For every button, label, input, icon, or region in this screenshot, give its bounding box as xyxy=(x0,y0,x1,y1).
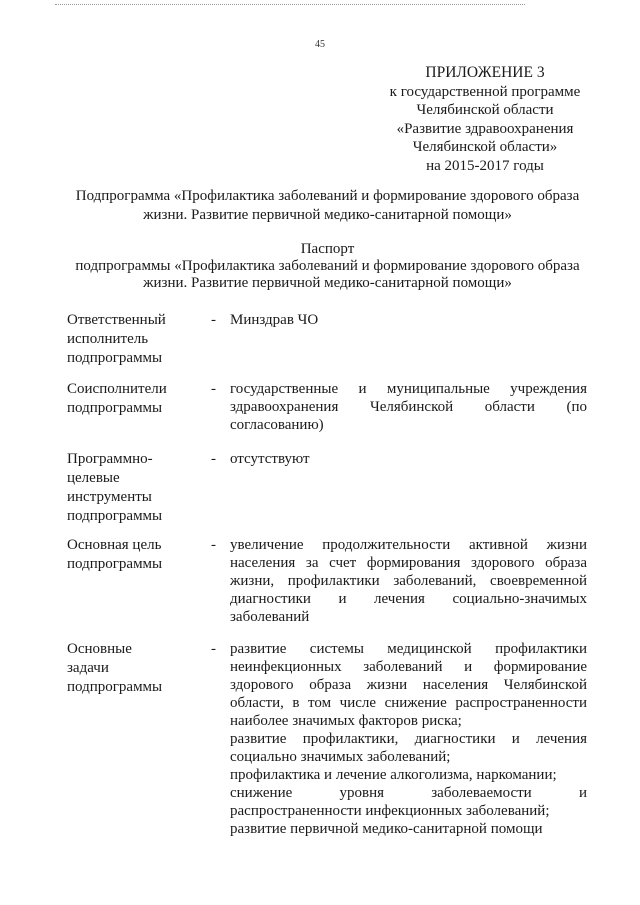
appendix-line: на 2015-2017 годы xyxy=(426,157,544,174)
page-number: 45 xyxy=(315,39,325,50)
passport-subtitle-line: подпрограммы «Профилактика заболеваний и формирование здорового образа xyxy=(75,258,580,274)
row-label-line: подпрограммы xyxy=(67,556,163,572)
row-dash: - xyxy=(211,451,216,467)
row-label xyxy=(67,536,202,574)
row-dash: - xyxy=(211,641,216,657)
appendix-line: «Развитие здравоохранения xyxy=(396,120,574,137)
row-label-line: Соисполнители xyxy=(67,381,167,397)
appendix-heading: ПРИЛОЖЕНИЕ 3 xyxy=(425,64,545,81)
row-dash: - xyxy=(211,312,216,328)
row-label-line: Ответственный xyxy=(67,312,166,328)
row-value xyxy=(230,450,587,468)
row-value xyxy=(230,311,587,329)
row-value xyxy=(230,640,587,838)
row-label-line: подпрограммы xyxy=(67,350,163,366)
row-label-line: Основные xyxy=(67,641,132,657)
row-label xyxy=(67,450,202,526)
row-label-line: Программно- xyxy=(67,451,153,467)
row-value-paragraph: профилактика и лечение алкоголизма, наркомании; xyxy=(230,767,557,783)
passport-heading: Паспорт xyxy=(300,241,355,257)
row-label-line: подпрограммы xyxy=(67,679,163,695)
row-value-paragraph: государственные и муниципальные учреждения здравоохранения Челябинской области (по согласованию) xyxy=(230,381,587,433)
row-value-paragraph: снижение уровня заболеваемости и распространенности инфекционных заболеваний; xyxy=(230,785,587,819)
row-label-line: задачи xyxy=(67,660,109,676)
row-value-paragraph: развитие профилактики, диагностики и лечения социально значимых заболеваний; xyxy=(230,731,587,765)
row-label-line: подпрограммы xyxy=(67,508,163,524)
row-label-line: подпрограммы xyxy=(67,400,163,416)
passport-subtitle-line: жизни. Развитие первичной медико-санитарной помощи» xyxy=(143,275,512,291)
row-value-paragraph: Минздрав ЧО xyxy=(230,312,319,328)
scan-artifact-line xyxy=(55,4,525,5)
passport-title-block xyxy=(60,241,595,292)
subprogram-title: Подпрограмма «Профилактика заболеваний и формирование здорового образа жизни. Развитие первичной медико-санитарной помощи» xyxy=(75,188,580,223)
row-value-paragraph: отсутствуют xyxy=(230,451,310,467)
row-label-line: инструменты xyxy=(67,489,152,505)
row-label xyxy=(67,640,202,697)
appendix-line: Челябинской области» xyxy=(412,139,558,155)
row-dash: - xyxy=(211,537,216,553)
appendix-block xyxy=(340,64,630,175)
appendix-line: к государственной программе xyxy=(389,83,581,100)
row-label xyxy=(67,311,202,368)
row-label xyxy=(67,380,202,418)
row-value-paragraph: увеличение продолжительности активной жизни населения за счет формирования здорового образа жизни, профилактики заболеваний, своевременной диагностики и лечения социально-значимых заболеваний xyxy=(230,537,587,625)
row-label-line: исполнитель xyxy=(67,331,149,347)
row-value-paragraph: развитие первичной медико-санитарной помощи xyxy=(230,821,543,837)
appendix-line: Челябинской области xyxy=(416,102,554,118)
row-value-paragraph: развитие системы медицинской профилактики неинфекционных заболеваний и формирование здорового образа жизни населения Челябинской области, в том числе снижение распространенности наиболее значимых факторов риска; xyxy=(230,641,587,729)
row-label-line: Основная цель xyxy=(67,537,162,553)
row-value xyxy=(230,536,587,626)
row-value xyxy=(230,380,587,434)
row-dash: - xyxy=(211,381,216,397)
row-label-line: целевые xyxy=(67,470,120,486)
